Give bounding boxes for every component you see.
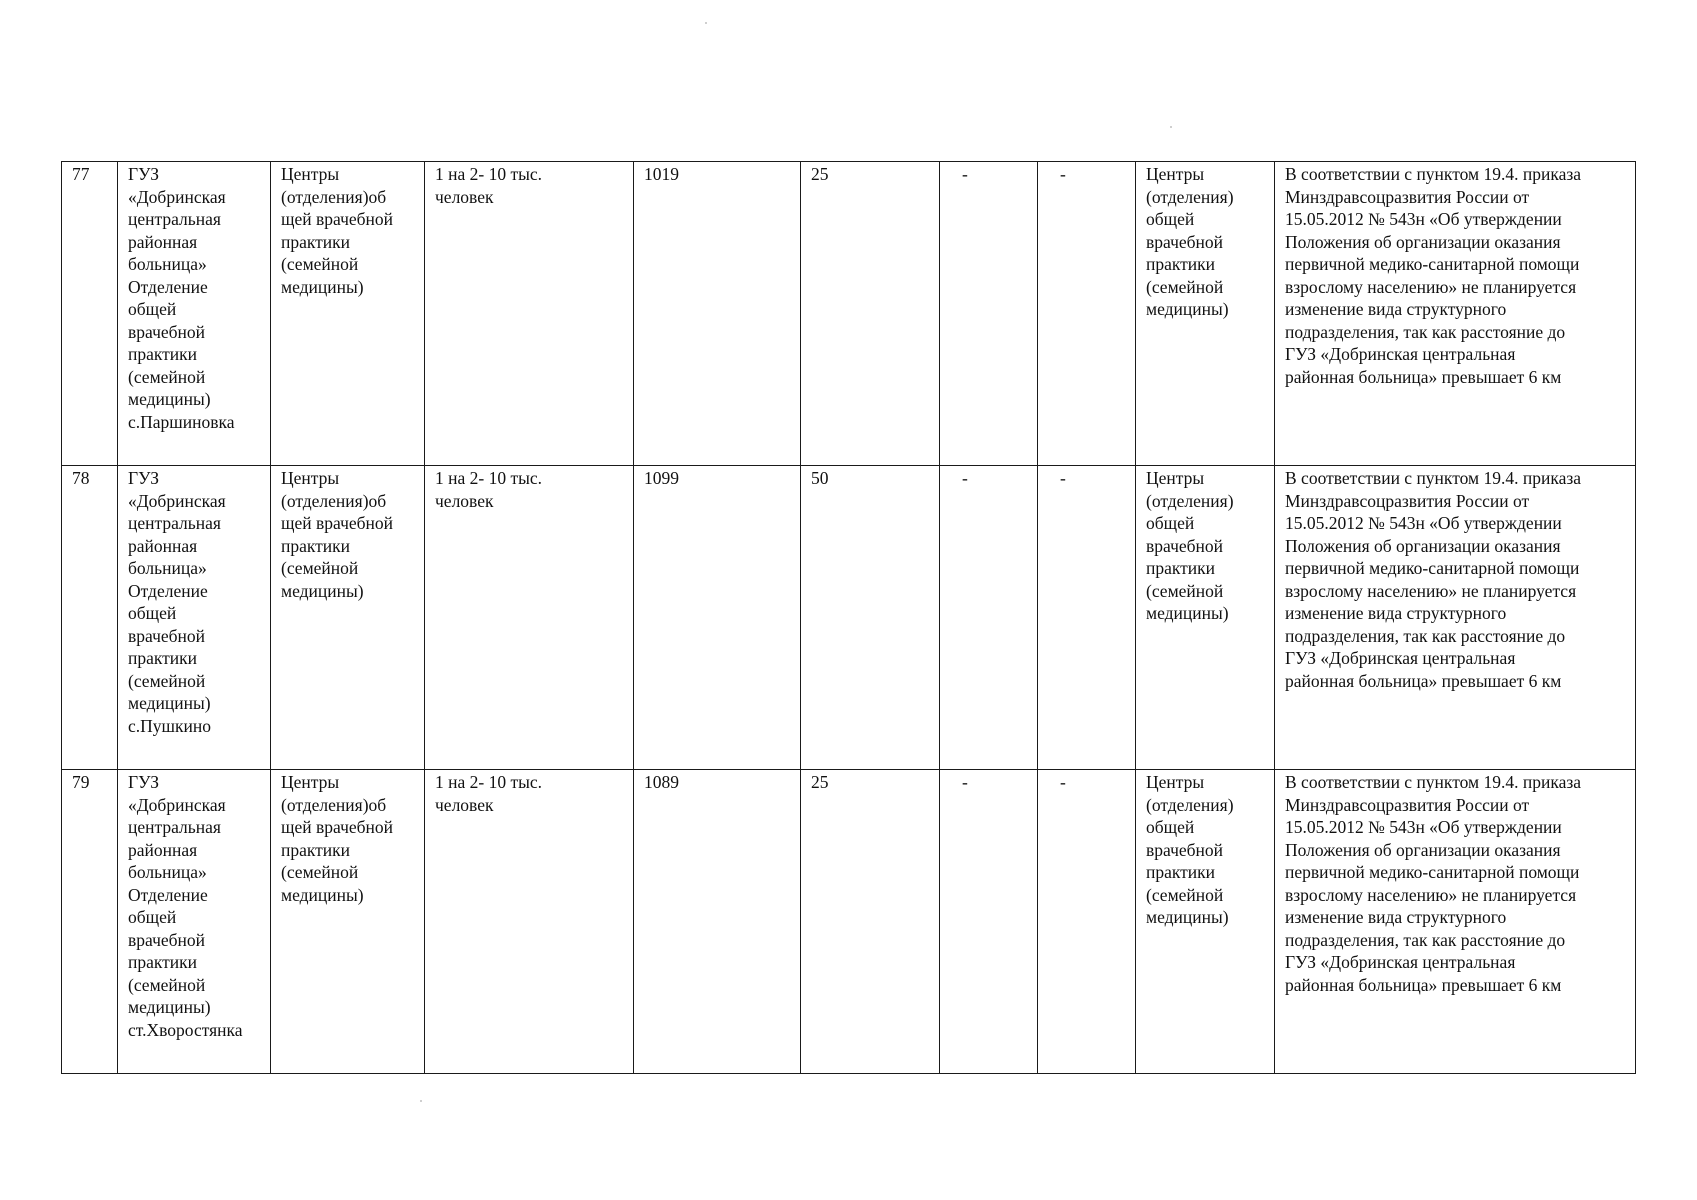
institution-line: с.Паршиновка xyxy=(128,411,235,432)
institution-line: общей xyxy=(128,299,177,319)
col7-cell xyxy=(940,770,1038,1074)
note-line: Минздравсоцразвития России от xyxy=(1285,794,1530,815)
note-line: подразделения, так как расстояние до xyxy=(1285,929,1566,950)
type-line: (семейной xyxy=(281,862,359,882)
institution-line: практики xyxy=(128,648,198,668)
institution-line: медицины) xyxy=(128,389,211,409)
population-cell xyxy=(634,770,801,1074)
institution-line: «Добринская xyxy=(128,490,226,511)
institution-line: центральная xyxy=(128,817,221,837)
institution-line: районная xyxy=(128,839,198,860)
value-number: 50 xyxy=(811,468,829,488)
note-line: первичной медико-санитарной помощи xyxy=(1285,254,1580,274)
col7-dash: - xyxy=(962,468,968,488)
note-line: Минздравсоцразвития России от xyxy=(1285,490,1530,511)
note-line: Положения об организации оказания xyxy=(1285,231,1561,252)
target-line: врачебной xyxy=(1146,535,1224,556)
col7-dash: - xyxy=(962,772,968,792)
note-line: Положения об организации оказания xyxy=(1285,535,1561,556)
institution-cell xyxy=(118,466,271,770)
col8-dash: - xyxy=(1060,164,1066,184)
type-line: практики xyxy=(281,535,351,556)
population-cell xyxy=(634,466,801,770)
table-row xyxy=(62,162,1636,466)
value-number: 25 xyxy=(811,772,829,792)
note-line: 15.05.2012 № 543н «Об утверждении xyxy=(1285,209,1562,229)
row-number: 77 xyxy=(72,164,90,184)
note-line: В соответствии с пунктом 19.4. приказа xyxy=(1285,772,1582,792)
institution-line: ГУЗ xyxy=(128,772,160,792)
note-line: районная больница» превышает 6 км xyxy=(1285,974,1562,995)
type-line: щей врачебной xyxy=(281,817,394,837)
note-cell xyxy=(1275,770,1636,1074)
col7-cell xyxy=(940,162,1038,466)
norm-line: 1 на 2- 10 тыс. xyxy=(435,164,543,184)
institution-line: больница» xyxy=(128,862,207,882)
target-line: практики xyxy=(1146,862,1216,882)
col8-cell xyxy=(1038,770,1136,1074)
norm-line: человек xyxy=(435,794,494,815)
institution-line: центральная xyxy=(128,513,221,533)
type-line: щей врачебной xyxy=(281,513,394,533)
note-line: 15.05.2012 № 543н «Об утверждении xyxy=(1285,513,1562,533)
scan-speck xyxy=(1170,126,1172,128)
institution-line: Отделение xyxy=(128,884,208,905)
target-line: медицины) xyxy=(1146,907,1229,927)
institution-line: ст.Хворостянка xyxy=(128,1019,243,1040)
row-number-cell xyxy=(62,770,118,1074)
type-line: щей врачебной xyxy=(281,209,394,229)
facility-type-cell xyxy=(271,770,425,1074)
institution-line: больница» xyxy=(128,254,207,274)
target-line: Центры xyxy=(1146,164,1205,184)
institution-line: районная xyxy=(128,231,198,252)
institution-line: общей xyxy=(128,603,177,623)
institution-line: практики xyxy=(128,344,198,364)
note-line: В соответствии с пунктом 19.4. приказа xyxy=(1285,164,1582,184)
value-number: 25 xyxy=(811,164,829,184)
target-line: (отделения) xyxy=(1146,490,1234,511)
target-line: (семейной xyxy=(1146,580,1224,601)
col8-cell xyxy=(1038,162,1136,466)
note-line: Положения об организации оказания xyxy=(1285,839,1561,860)
norm-cell xyxy=(425,466,634,770)
note-line: взрослому населению» не планируется xyxy=(1285,276,1577,297)
table-row xyxy=(62,770,1636,1074)
target-line: Центры xyxy=(1146,772,1205,792)
table-body xyxy=(62,162,1636,1074)
scan-speck xyxy=(420,1100,422,1102)
target-line: общей xyxy=(1146,817,1195,837)
row-number: 78 xyxy=(72,468,90,488)
note-line: первичной медико-санитарной помощи xyxy=(1285,862,1580,882)
type-line: практики xyxy=(281,839,351,860)
norm-cell xyxy=(425,162,634,466)
population-value: 1089 xyxy=(644,772,679,792)
note-line: районная больница» превышает 6 км xyxy=(1285,366,1562,387)
type-line: (семейной xyxy=(281,558,359,578)
type-line: Центры xyxy=(281,772,340,792)
col7-cell xyxy=(940,466,1038,770)
row-number-cell xyxy=(62,466,118,770)
col8-cell xyxy=(1038,466,1136,770)
institution-line: ГУЗ xyxy=(128,468,160,488)
institution-line: (семейной xyxy=(128,670,206,691)
institution-line: «Добринская xyxy=(128,186,226,207)
institution-line: медицины) xyxy=(128,997,211,1017)
norm-line: человек xyxy=(435,186,494,207)
type-line: Центры xyxy=(281,164,340,184)
note-line: изменение вида структурного xyxy=(1285,603,1507,623)
target-type-cell xyxy=(1136,770,1275,1074)
institution-cell xyxy=(118,162,271,466)
table-row xyxy=(62,466,1636,770)
institution-line: практики xyxy=(128,952,198,972)
type-line: (отделения)об xyxy=(281,186,387,207)
type-line: медицины) xyxy=(281,580,364,601)
target-line: общей xyxy=(1146,209,1195,229)
target-line: (отделения) xyxy=(1146,186,1234,207)
norm-cell xyxy=(425,770,634,1074)
institution-line: больница» xyxy=(128,558,207,578)
col8-dash: - xyxy=(1060,772,1066,792)
type-line: практики xyxy=(281,231,351,252)
facility-type-cell xyxy=(271,466,425,770)
note-line: 15.05.2012 № 543н «Об утверждении xyxy=(1285,817,1562,837)
type-line: Центры xyxy=(281,468,340,488)
type-line: медицины) xyxy=(281,276,364,297)
note-line: подразделения, так как расстояние до xyxy=(1285,625,1566,646)
scan-speck xyxy=(705,22,707,24)
norm-line: человек xyxy=(435,490,494,511)
note-line: взрослому населению» не планируется xyxy=(1285,580,1577,601)
col7-dash: - xyxy=(962,164,968,184)
note-cell xyxy=(1275,466,1636,770)
population-value: 1099 xyxy=(644,468,679,488)
target-line: врачебной xyxy=(1146,839,1224,860)
target-type-cell xyxy=(1136,466,1275,770)
type-line: медицины) xyxy=(281,884,364,905)
note-line: районная больница» превышает 6 км xyxy=(1285,670,1562,691)
target-line: (семейной xyxy=(1146,276,1224,297)
value-cell xyxy=(801,466,940,770)
type-line: (отделения)об xyxy=(281,490,387,511)
institution-line: «Добринская xyxy=(128,794,226,815)
institution-line: районная xyxy=(128,535,198,556)
note-line: ГУЗ «Добринская центральная xyxy=(1285,344,1516,364)
institution-cell xyxy=(118,770,271,1074)
institution-line: ГУЗ xyxy=(128,164,160,184)
norm-line: 1 на 2- 10 тыс. xyxy=(435,468,543,488)
population-cell xyxy=(634,162,801,466)
value-cell xyxy=(801,162,940,466)
institution-line: (семейной xyxy=(128,366,206,387)
institution-line: (семейной xyxy=(128,974,206,995)
target-line: медицины) xyxy=(1146,299,1229,319)
target-line: врачебной xyxy=(1146,231,1224,252)
institution-line: с.Пушкино xyxy=(128,715,211,736)
target-line: Центры xyxy=(1146,468,1205,488)
row-number-cell xyxy=(62,162,118,466)
norm-line: 1 на 2- 10 тыс. xyxy=(435,772,543,792)
institution-line: Отделение xyxy=(128,580,208,601)
target-type-cell xyxy=(1136,162,1275,466)
note-line: изменение вида структурного xyxy=(1285,907,1507,927)
institution-line: общей xyxy=(128,907,177,927)
institution-line: центральная xyxy=(128,209,221,229)
note-line: взрослому населению» не планируется xyxy=(1285,884,1577,905)
note-line: изменение вида структурного xyxy=(1285,299,1507,319)
row-number: 79 xyxy=(72,772,90,792)
note-line: ГУЗ «Добринская центральная xyxy=(1285,648,1516,668)
note-line: Минздравсоцразвития России от xyxy=(1285,186,1530,207)
col8-dash: - xyxy=(1060,468,1066,488)
institution-line: врачебной xyxy=(128,625,206,646)
target-line: практики xyxy=(1146,558,1216,578)
note-line: подразделения, так как расстояние до xyxy=(1285,321,1566,342)
target-line: практики xyxy=(1146,254,1216,274)
target-line: (семейной xyxy=(1146,884,1224,905)
institution-line: медицины) xyxy=(128,693,211,713)
facility-type-cell xyxy=(271,162,425,466)
target-line: медицины) xyxy=(1146,603,1229,623)
type-line: (семейной xyxy=(281,254,359,274)
note-cell xyxy=(1275,162,1636,466)
note-line: первичной медико-санитарной помощи xyxy=(1285,558,1580,578)
note-line: В соответствии с пунктом 19.4. приказа xyxy=(1285,468,1582,488)
institution-line: Отделение xyxy=(128,276,208,297)
institution-line: врачебной xyxy=(128,321,206,342)
facility-table xyxy=(61,161,1636,1074)
note-line: ГУЗ «Добринская центральная xyxy=(1285,952,1516,972)
target-line: общей xyxy=(1146,513,1195,533)
population-value: 1019 xyxy=(644,164,679,184)
institution-line: врачебной xyxy=(128,929,206,950)
value-cell xyxy=(801,770,940,1074)
target-line: (отделения) xyxy=(1146,794,1234,815)
type-line: (отделения)об xyxy=(281,794,387,815)
